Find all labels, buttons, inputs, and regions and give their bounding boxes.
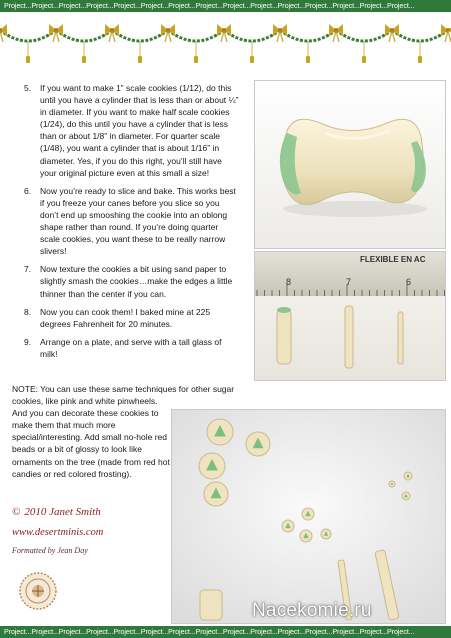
bow-icon [0,24,7,42]
cookie [321,529,331,539]
footer-band [0,626,451,638]
ornament-icon [306,56,310,63]
step-6 [18,185,240,258]
garland-swag [336,30,392,41]
garland-swag [168,30,224,41]
bow-icon [161,24,175,42]
ornament-icon [194,56,198,63]
cookie [389,481,395,487]
note-paragraph [12,383,235,480]
cookie [302,508,314,520]
ruler-tick-label: 6 [406,277,412,287]
ornament-icon [250,56,254,63]
step-9 [18,336,240,360]
step-number: 5. [24,83,32,93]
cookie [300,530,312,542]
step-number: 7. [24,264,32,275]
step-text: Arrange on a plate, and serve with a tall glass of milk! [40,336,222,359]
note-first-line: NOTE: You can use these same techniques for other sugar [12,384,235,394]
cookie [207,419,233,445]
step-text: Now texture the cookies a bit using sand paper to slightly smash the cookies…make the edges a little thinner than the center if you can. [40,264,233,299]
ornament-icon [362,56,366,63]
copyright-symbol: © [12,506,21,518]
garland-swag [112,30,168,41]
garland-decoration [0,12,451,74]
cookie [404,472,412,480]
bow-icon [385,24,399,42]
website-link[interactable]: www.desertminis.com [12,527,104,538]
bow-icon [273,24,287,42]
ruler-tick-label: 8 [286,277,292,287]
step-7 [18,263,240,299]
footer-band-text: Project...Project...Project...Project...Project...Project...Project...Project...Project...Project...Project...Project...Project...Project...Project... [4,627,415,636]
watermark: Nacekomie.ru [252,600,372,621]
cookie [402,492,410,500]
step-text: Now you’re ready to slice and bake. This works best if you freeze your canes before you slice so you don’t end up smooshing the cookie into an oblong shape rather than round. If you’re doing quarter scale cookies, you want these to be really narrow slivers! [40,185,236,257]
cookie [199,453,225,479]
ornament-icon [138,56,142,63]
step-number: 8. [24,306,32,317]
ruler-tick-label: 7 [346,277,352,287]
step-text: Now you can cook them! I baked mine at 225 degrees Fahrenheit for 20 minutes. [40,306,211,329]
step-number: 6. [24,185,32,196]
bow-icon [49,24,63,42]
photo-cane-closeup [254,80,446,249]
step-text: If you want to make 1” scale cookies (1/12), do this until you have a cylinder that is less than or about ¼” in diameter. If you want to make half scale cookies (1/24), do this until you have a cylinder that is less than or about 1/8” in diameter. For quarter scale (1/48), you want a cylinder that is about 1/16” in diameter. Yes, if you do this right, you’ll still have your original picture even at this small a size! [40,83,239,178]
step-5 [18,82,240,179]
instructions-list [18,82,240,366]
header-band [0,0,451,12]
cookie [204,482,228,506]
garland-swag [224,30,280,41]
garland-swag [0,30,56,41]
bow-icon [329,24,343,42]
cookie [246,432,270,456]
bow-icon [217,24,231,42]
ornament-icon [26,56,30,63]
garland-swag [392,30,448,41]
ruler-brand: FLEXIBLE EN AC [360,255,426,264]
step-8 [18,306,240,330]
ornament-icon [418,56,422,63]
garland-swag [280,30,336,41]
formatted-by: Formatted by Jean Day [12,546,88,555]
photo-ruler-canes [254,251,446,381]
garland-swag [56,30,112,41]
ornament-icon [82,56,86,63]
desert-minis-seal-logo [18,571,58,611]
step-number: 9. [24,336,32,347]
bow-icon [441,24,451,42]
copyright-text: 2010 Janet Smith [24,506,101,518]
note-body: cookies, like pink and white pinwheels. And you can decorate these cookies to make them that much more special/interesting. Add small no-hole red beads or a bit of glossy to look like ornaments on the tree (made from red hot candies or red colored frosting). [12,396,170,479]
copyright-line [12,506,101,518]
bow-icon [105,24,119,42]
photo-cookie-plate [171,409,446,624]
header-band-text: Project...Project...Project...Project...Project...Project...Project...Project...Project...Project...Project...Project...Project...Project...Project... [4,1,415,10]
cookie [282,520,294,532]
